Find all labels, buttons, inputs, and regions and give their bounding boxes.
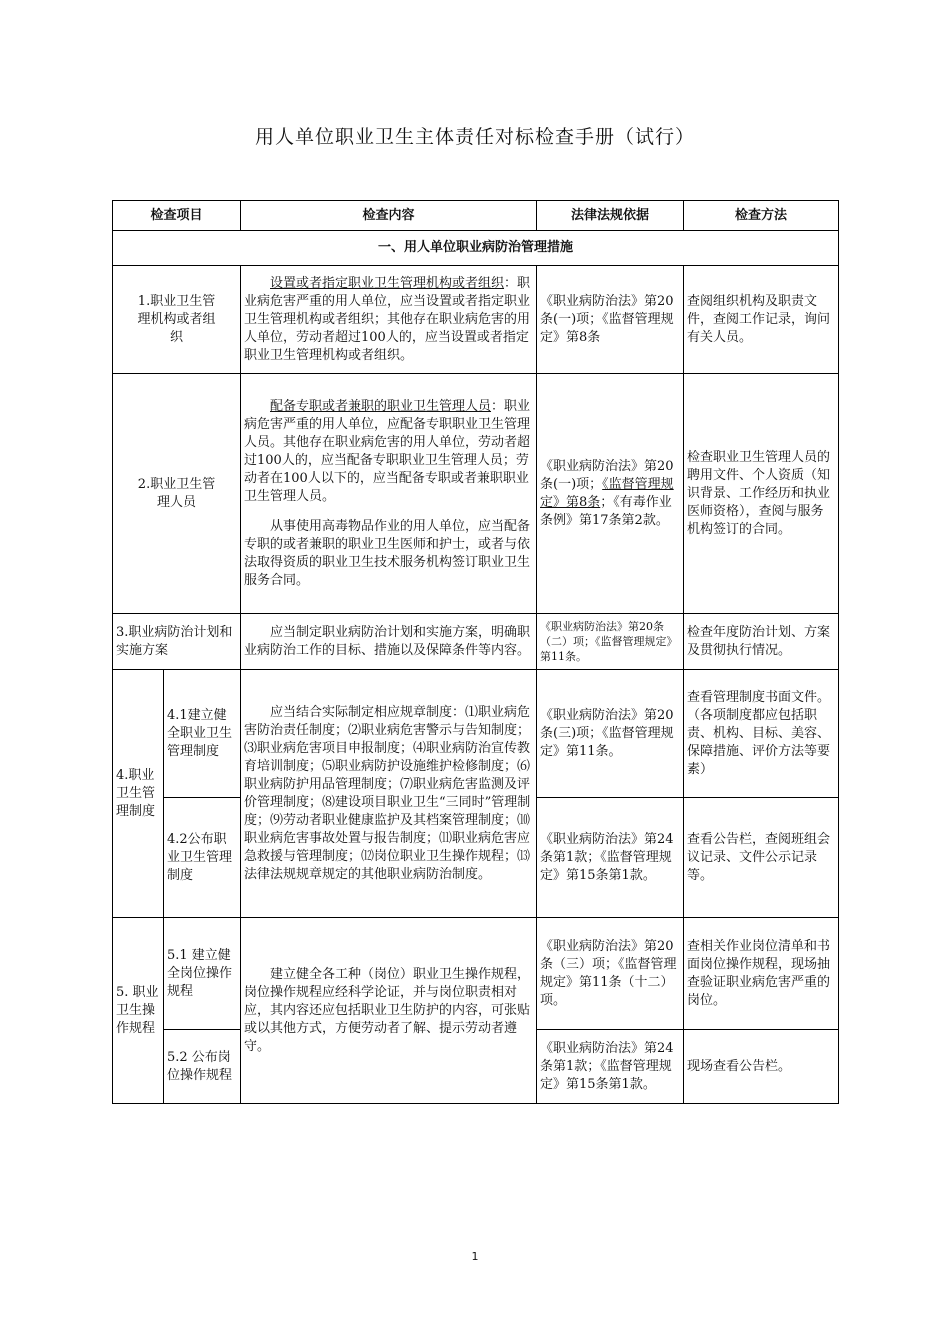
content-1 [241, 266, 537, 374]
method-4-2: 查看公告栏，查阅班组会议记录、文件公示记录等。 [684, 798, 839, 918]
header-content: 检查内容 [241, 201, 537, 231]
table-row [113, 266, 839, 374]
item-4-1: 4.1建立健全职业卫生管理制度 [164, 670, 241, 798]
basis-4-1: 《职业病防治法》第20条(三)项；《监督管理规定》第11条。 [537, 670, 684, 798]
page-number: 1 [471, 1250, 479, 1263]
inspection-table [112, 200, 839, 1104]
method-4-1: 查看管理制度书面文件。（各项制度都应包括职责、机构、目标、美容、保障措施、评价方法等要素） [684, 670, 839, 798]
method-3: 检查年度防治计划、方案及贯彻执行情况。 [684, 614, 839, 670]
item-4-2: 4.2公布职业卫生管理制度 [164, 798, 241, 918]
content-1-text: ：职业病危害严重的用人单位，应当设置或者指定职业卫生管理机构或者组织；其他存在职业病危害的用人单位，劳动者超过100人的，应当设置或者指定职业卫生管理机构或者组织。 [244, 275, 531, 363]
table-row [113, 670, 839, 798]
basis-1: 《职业病防治法》第20条(一)项；《监督管理规定》第8条 [537, 266, 684, 374]
section-title: 一、用人单位职业病防治管理措施 [113, 231, 839, 266]
content-4: 应当结合实际制定相应规章制度：⑴职业病危害防治责任制度；⑵职业病危害警示与告知制度；⑶职业病危害项目申报制度；⑷职业病防治宣传教育培训制度；⑸职业病防护设施维护检修制度；⑹职业病防护用品管理制度；⑺职业病危害监测及评价管理制度；⑻建设项目职业卫生“三同时”管理制度；⑼劳动者职业健康监护及其档案管理制度；⑽职业病危害事故处置与报告制度；⑾职业病危害应急救援与管理制度；⑿岗位职业卫生操作规程；⒀法律法规规章规定的其他职业病防治制度。 [241, 670, 537, 918]
basis-2 [537, 374, 684, 614]
basis-2-part-b: 《监督管理规定》第8条 [540, 476, 674, 510]
item-5: 5. 职业卫生操作规程 [113, 918, 164, 1104]
basis-5-1: 《职业病防治法》第20条（三）项；《监督管理规定》第11条（十二）项。 [537, 918, 684, 1030]
content-3: 应当制定职业病防治计划和实施方案，明确职业病防治工作的目标、措施以及保障条件等内容。 [241, 614, 537, 670]
item-5-2: 5.2 公布岗位操作规程 [164, 1030, 241, 1104]
method-5-1: 查相关作业岗位清单和书面岗位操作规程，现场抽查验证职业病危害严重的岗位。 [684, 918, 839, 1030]
item-5-1: 5.1 建立健全岗位操作规程 [164, 918, 241, 1030]
table-header-row [113, 201, 839, 231]
document-title: 用人单位职业卫生主体责任对标检查手册（试行） [254, 126, 695, 148]
table-row [113, 614, 839, 670]
item-2: 2.职业卫生管理人员 [113, 374, 241, 614]
content-2 [241, 374, 537, 614]
basis-5-2: 《职业病防治法》第24条第1款；《监督管理规定》第15条第1款。 [537, 1030, 684, 1104]
basis-3: 《职业病防治法》第20条（二）项；《监督管理规定》第11条。 [537, 614, 684, 670]
method-2: 检查职业卫生管理人员的聘用文件、个人资质（知识背景、工作经历和执业医师资格），查阅与服务机构签订的合同。 [684, 374, 839, 614]
basis-4-2: 《职业病防治法》第24条第1款；《监督管理规定》第15条第1款。 [537, 798, 684, 918]
content-2-paragraph: 从事使用高毒物品作业的用人单位，应当配备专职的或者兼职的职业卫生医师和护士，或者与依法取得资质的职业卫生技术服务机构签订职业卫生服务合同。 [244, 518, 531, 588]
basis-2-part-c: ；《有毒作业条例》第17条第2款。 [540, 494, 672, 528]
content-2-heading: 配备专职或者兼职的职业卫生管理人员 [270, 398, 492, 414]
content-1-heading: 设置或者指定职业卫生管理机构或者组织 [270, 275, 505, 291]
content-2-text: ：职业病危害严重的用人单位，应配备专职职业卫生管理人员。其他存在职业病危害的用人单位，劳动者超过100人的，应当配备专职职业卫生管理人员；劳动者在100人以下的，应当配备专职或者兼职职业卫生管理人员。 [244, 398, 531, 504]
header-item: 检查项目 [113, 201, 241, 231]
header-method: 检查方法 [684, 201, 839, 231]
item-1: 1.职业卫生管理机构或者组织 [113, 266, 241, 374]
table-row [113, 918, 839, 1030]
item-4: 4.职业卫生管理制度 [113, 670, 164, 918]
content-5: 建立健全各工种（岗位）职业卫生操作规程，岗位操作规程应经科学论证，并与岗位职责相对应，其内容还应包括职业卫生防护的内容，可张贴或以其他方式，方便劳动者了解、提示劳动者遵守。 [241, 918, 537, 1104]
item-3: 3.职业病防治计划和实施方案 [113, 614, 241, 670]
table-row [113, 374, 839, 614]
section-row [113, 231, 839, 266]
basis-2-part-a: 《职业病防治法》第20条(一)项； [540, 458, 674, 492]
method-1: 查阅组织机构及职责文件，查阅工作记录，询问有关人员。 [684, 266, 839, 374]
method-5-2: 现场查看公告栏。 [684, 1030, 839, 1104]
header-basis: 法律法规依据 [537, 201, 684, 231]
